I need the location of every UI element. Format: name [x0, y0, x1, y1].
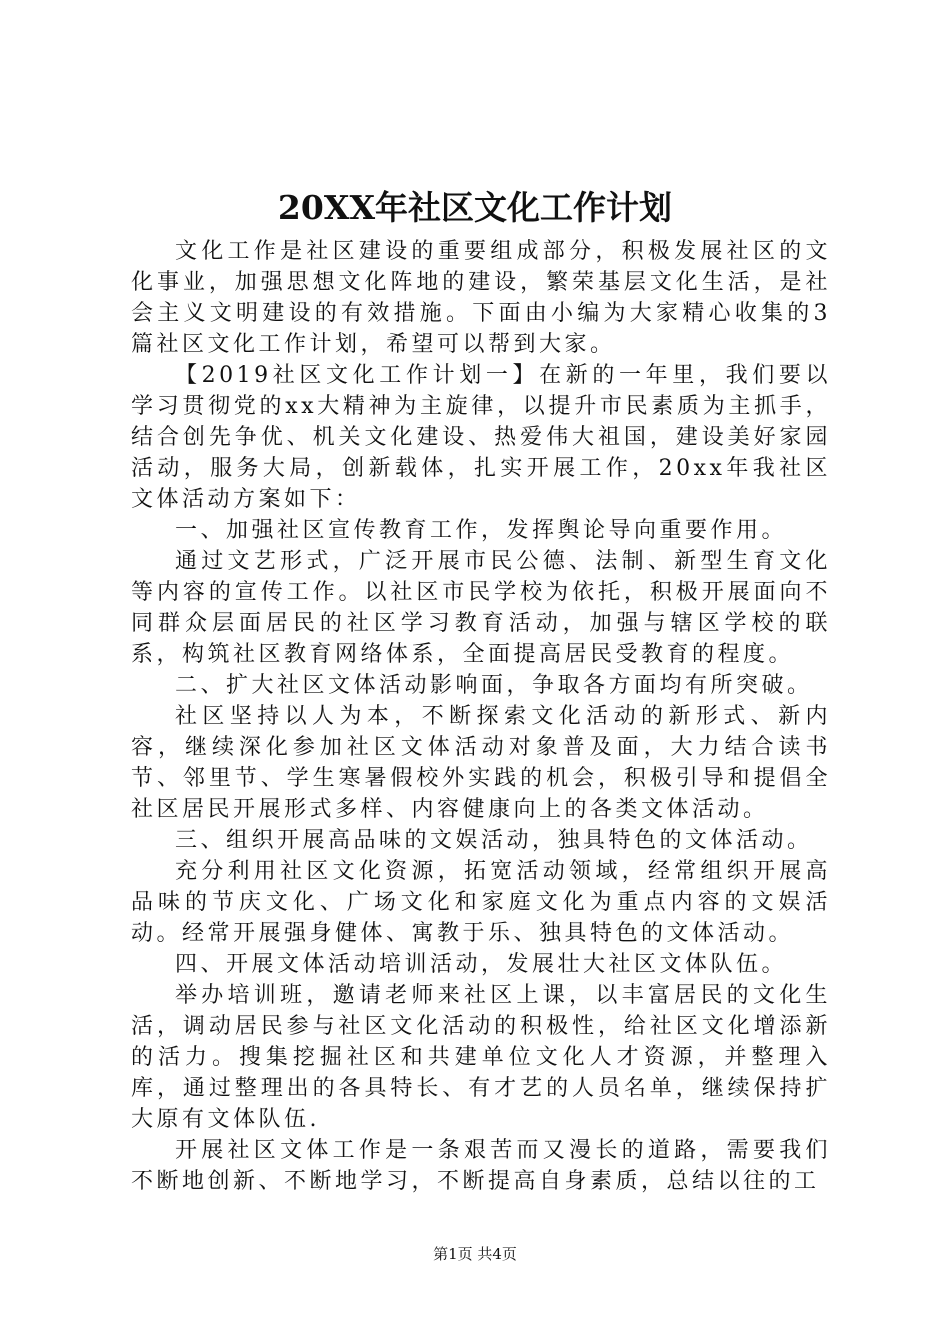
section-heading: 四、开展文体活动培训活动，发展壮大社区文体队伍。 — [175, 952, 788, 977]
paragraph: 文化工作是社区建设的重要组成部分，积极发展社区的文化事业，加强思想文化阵地的建设，繁荣基层文化生活，是社会主义文明建设的有效措施。下面由小编为大家精心收集的3篇社区文化工作计划，希望可以帮到大家。 — [131, 239, 831, 357]
paragraph: 通过文艺形式，广泛开展市民公德、法制、新型生育文化等内容的宣传工作。以社区市民学校为依托，积极开展面向不同群众层面居民的社区学习教育活动，加强与辖区学校的联系，构筑社区教育网络体系，全面提高居民受教育的程度。 — [131, 549, 831, 667]
section-heading: 二、扩大社区文体活动影响面，争取各方面均有所突破。 — [175, 673, 813, 698]
paragraph: 【2019社区文化工作计划一】在新的一年里，我们要以学习贯彻党的xx大精神为主旋律，以提升市民素质为主抓手，结合创先争优、机关文化建设、热爱伟大祖国，建设美好家园活动，服务大局，创新载体，扎实开展工作，20xx年我社区文体活动方案如下： — [131, 363, 831, 512]
paragraph: 开展社区文体工作是一条艰苦而又漫长的道路，需要我们不断地创新、不断地学习，不断提高自身素质，总结以往的工 — [131, 1138, 831, 1194]
section-heading: 三、组织开展高品味的文娱活动，独具特色的文体活动。 — [175, 828, 813, 853]
section-heading: 一、加强社区宣传教育工作，发挥舆论导向重要作用。 — [175, 518, 788, 543]
page-number-footer: 第1页 共4页 — [433, 1245, 517, 1263]
paragraph: 充分利用社区文化资源，拓宽活动领域，经常组织开展高品味的节庆文化、广场文化和家庭文化为重点内容的文娱活动。经常开展强身健体、寓教于乐、独具特色的文体活动。 — [131, 859, 831, 946]
document-body — [131, 236, 831, 1197]
paragraph: 社区坚持以人为本，不断探索文化活动的新形式、新内容，继续深化参加社区文体活动对象普及面，大力结合读书节、邻里节、学生寒暑假校外实践的机会，积极引导和提倡全社区居民开展形式多样、内容健康向上的各类文体活动。 — [131, 704, 831, 822]
paragraph: 举办培训班，邀请老师来社区上课，以丰富居民的文化生活，调动居民参与社区文化活动的积极性，给社区文化增添新的活力。搜集挖掘社区和共建单位文化人才资源，并整理入库，通过整理出的各具特长、有才艺的人员名单，继续保持扩大原有文体队伍. — [131, 983, 831, 1132]
document-title: 20XX年社区文化工作计划 — [277, 188, 673, 227]
